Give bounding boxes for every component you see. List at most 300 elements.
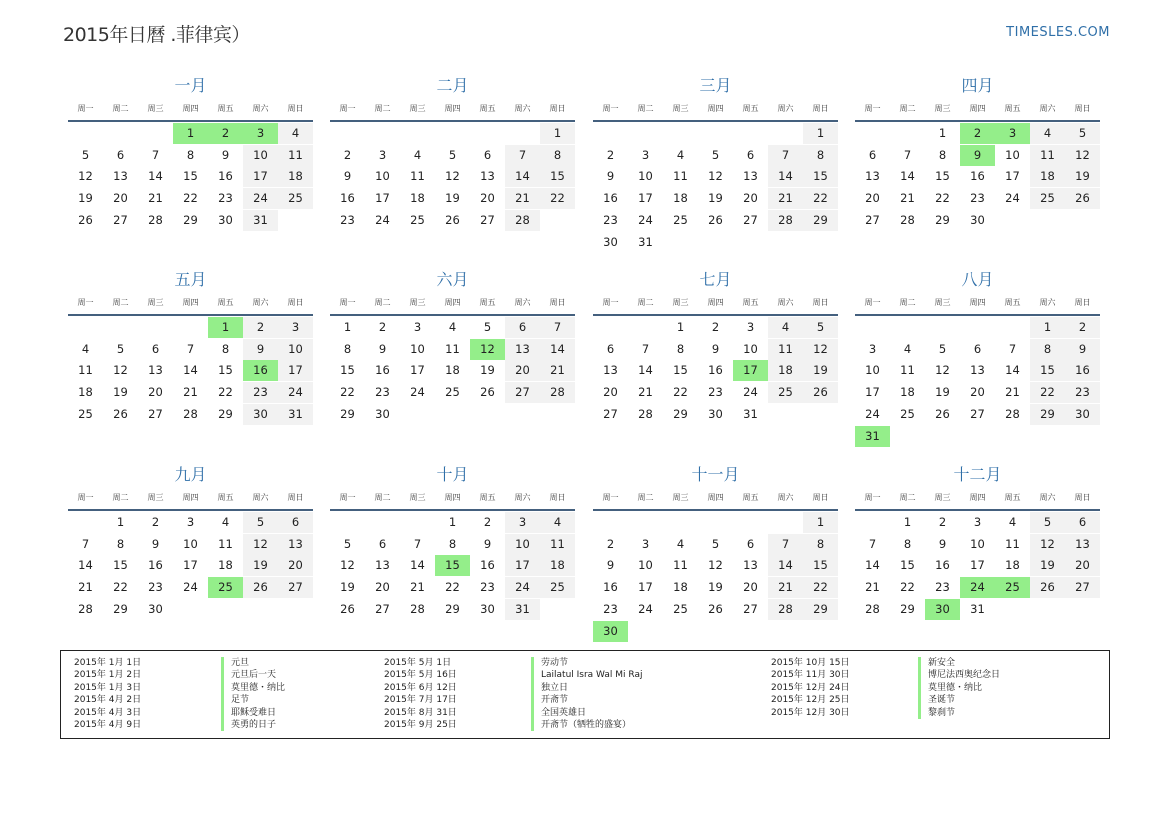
weekday-label: 周日 [812, 104, 829, 113]
weekend-day-cell: 1 [803, 512, 838, 533]
weekend-day-cell: 31 [505, 599, 540, 620]
day-cell: 18 [445, 363, 460, 378]
day-grid [68, 123, 313, 253]
holiday-day-cell: 25 [208, 577, 243, 598]
weekday-label: 周四 [182, 298, 199, 307]
weekday-label: 周日 [812, 493, 829, 502]
weekday-label: 周二 [637, 298, 654, 307]
day-cell: 25 [673, 212, 688, 227]
holiday-day-cell: 3 [995, 123, 1030, 144]
day-cell: 14 [865, 558, 880, 573]
day-cell: 4 [221, 515, 230, 529]
day-grid [330, 512, 575, 642]
day-cell: 3 [746, 320, 755, 334]
holiday-row [371, 707, 671, 719]
weekend-day-cell: 5 [243, 512, 278, 533]
weekday-label: 周日 [812, 298, 829, 307]
holiday-date: 2015年 5月 16日 [384, 670, 457, 681]
weekday-label: 周三 [672, 493, 689, 502]
day-cell: 11 [673, 558, 688, 573]
day-cell: 18 [900, 385, 915, 400]
holiday-day-cell: 2 [960, 123, 995, 144]
day-cell: 28 [900, 212, 915, 227]
day-cell: 17 [410, 363, 425, 378]
holiday-name: 英勇的日子 [221, 719, 276, 731]
weekday-label: 周六 [514, 298, 531, 307]
weekend-day-cell: 13 [505, 339, 540, 360]
day-cell: 28 [78, 601, 93, 616]
weekday-header [593, 488, 838, 511]
day-cell: 27 [970, 406, 985, 421]
day-cell: 16 [603, 191, 618, 206]
day-cell: 11 [218, 536, 233, 551]
holiday-date: 2015年 7月 17日 [384, 695, 457, 706]
weekend-day-cell: 28 [768, 210, 803, 231]
day-cell: 19 [78, 191, 93, 206]
day-cell: 2 [938, 515, 947, 529]
day-grid [330, 317, 575, 447]
day-cell: 29 [183, 212, 198, 227]
day-cell: 17 [865, 385, 880, 400]
day-cell: 27 [865, 212, 880, 227]
weekday-label: 周一 [77, 104, 94, 113]
day-cell: 10 [638, 558, 653, 573]
day-cell: 13 [480, 169, 495, 184]
day-cell: 13 [603, 363, 618, 378]
day-cell: 17 [970, 558, 985, 573]
month-name: 十月 [436, 465, 469, 484]
day-cell: 2 [606, 536, 615, 551]
weekend-day-cell: 1 [1030, 317, 1065, 338]
weekend-day-cell: 24 [278, 382, 313, 403]
weekend-day-cell: 19 [803, 360, 838, 381]
day-cell: 4 [448, 320, 457, 334]
holiday-name: 圣诞节 [918, 694, 955, 706]
day-cell: 26 [935, 406, 950, 421]
day-cell: 21 [1005, 385, 1020, 400]
day-cell: 24 [743, 385, 758, 400]
day-cell: 17 [375, 191, 390, 206]
day-cell: 14 [148, 169, 163, 184]
weekend-day-cell: 12 [1065, 145, 1100, 166]
holiday-name: 全国英雄日 [531, 707, 586, 719]
day-cell: 19 [708, 191, 723, 206]
weekday-label: 周一 [339, 104, 356, 113]
weekend-day-cell: 10 [505, 534, 540, 555]
weekend-day-cell: 4 [768, 317, 803, 338]
day-cell: 22 [113, 580, 128, 595]
day-cell: 22 [935, 191, 950, 206]
weekday-header [68, 488, 313, 511]
holiday-name: 劳动节 [531, 657, 568, 669]
weekend-day-cell: 28 [768, 599, 803, 620]
holiday-name: 莫里德・纳比 [221, 682, 285, 694]
day-cell: 30 [480, 601, 495, 616]
weekday-label: 周四 [707, 298, 724, 307]
month-block [330, 74, 575, 253]
holiday-name: 足节 [221, 694, 249, 706]
day-cell: 20 [113, 191, 128, 206]
weekend-day-cell: 29 [803, 210, 838, 231]
weekday-label: 周日 [287, 493, 304, 502]
weekday-label: 周日 [287, 298, 304, 307]
day-cell: 13 [865, 169, 880, 184]
day-cell: 22 [183, 191, 198, 206]
weekday-label: 周五 [742, 493, 759, 502]
weekday-label: 周日 [287, 104, 304, 113]
weekend-day-cell: 7 [768, 145, 803, 166]
holiday-date: 2015年 1月 1日 [74, 658, 142, 668]
weekend-day-cell: 22 [540, 188, 575, 209]
weekday-label: 周三 [147, 298, 164, 307]
weekend-day-cell: 8 [803, 534, 838, 555]
month-name: 九月 [174, 465, 207, 484]
weekday-label: 周一 [77, 298, 94, 307]
day-cell: 18 [78, 385, 93, 400]
day-cell: 16 [708, 363, 723, 378]
weekend-day-cell: 2 [1065, 317, 1100, 338]
day-cell: 11 [445, 341, 460, 356]
day-grid [68, 317, 313, 447]
day-cell: 2 [151, 515, 160, 529]
day-cell: 15 [113, 558, 128, 573]
weekend-day-cell: 14 [540, 339, 575, 360]
day-cell: 1 [676, 320, 685, 334]
weekend-day-cell: 12 [803, 339, 838, 360]
weekday-label: 周六 [252, 104, 269, 113]
day-cell: 20 [375, 580, 390, 595]
weekday-label: 周五 [479, 298, 496, 307]
day-cell: 4 [1008, 515, 1017, 529]
day-cell: 4 [903, 341, 912, 356]
holiday-day-cell: 1 [173, 123, 208, 144]
day-cell: 18 [1005, 558, 1020, 573]
day-cell: 8 [448, 536, 457, 551]
weekday-label: 周六 [252, 493, 269, 502]
weekend-day-cell: 5 [1030, 512, 1065, 533]
weekend-day-cell: 18 [1030, 166, 1065, 187]
weekend-day-cell: 12 [243, 534, 278, 555]
day-cell: 23 [708, 385, 723, 400]
day-cell: 29 [900, 601, 915, 616]
day-cell: 4 [413, 147, 422, 162]
holiday-date: 2015年 12月 25日 [771, 695, 850, 706]
day-cell: 14 [1005, 363, 1020, 378]
holiday-name: 独立日 [531, 682, 568, 694]
holiday-date: 2015年 8月 31日 [384, 707, 457, 718]
holiday-day-cell: 25 [995, 577, 1030, 598]
weekend-day-cell: 20 [278, 555, 313, 576]
day-grid [855, 512, 1100, 642]
day-cell: 9 [606, 169, 615, 184]
weekday-label: 周二 [899, 493, 916, 502]
holiday-name: Lailatul Isra Wal Mi Raj [531, 669, 642, 681]
holiday-row [371, 669, 671, 681]
day-cell: 14 [900, 169, 915, 184]
weekday-label: 周五 [217, 104, 234, 113]
day-cell: 23 [148, 580, 163, 595]
weekday-label: 周六 [777, 298, 794, 307]
day-cell: 2 [343, 147, 352, 162]
month-name: 二月 [436, 76, 469, 95]
day-cell: 21 [900, 191, 915, 206]
holiday-column [371, 657, 671, 731]
weekday-label: 周二 [112, 493, 129, 502]
day-cell: 6 [116, 147, 125, 162]
holiday-name: 新安全 [918, 657, 955, 669]
day-cell: 7 [903, 147, 912, 162]
weekend-day-cell: 9 [243, 339, 278, 360]
weekend-day-cell: 11 [540, 534, 575, 555]
day-cell: 18 [410, 191, 425, 206]
holiday-day-cell: 16 [243, 360, 278, 381]
day-cell: 17 [1005, 169, 1020, 184]
day-cell: 20 [970, 385, 985, 400]
day-grid [855, 123, 1100, 253]
day-cell: 24 [1005, 191, 1020, 206]
day-cell: 28 [410, 601, 425, 616]
day-cell: 29 [445, 601, 460, 616]
day-cell: 19 [480, 363, 495, 378]
month-block [330, 463, 575, 642]
day-cell: 5 [116, 341, 125, 356]
holiday-row [61, 707, 361, 719]
day-cell: 26 [113, 406, 128, 421]
day-cell: 9 [221, 147, 230, 162]
weekday-label: 周四 [182, 104, 199, 113]
weekend-day-cell: 8 [1030, 339, 1065, 360]
day-cell: 24 [410, 385, 425, 400]
day-cell: 3 [868, 341, 877, 356]
day-cell: 6 [151, 341, 160, 356]
holiday-date: 2015年 12月 24日 [771, 682, 850, 693]
weekend-day-cell: 25 [540, 577, 575, 598]
day-cell: 19 [708, 580, 723, 595]
day-cell: 20 [743, 191, 758, 206]
holiday-day-cell: 12 [470, 339, 505, 360]
day-grid [593, 317, 838, 447]
day-cell: 12 [113, 363, 128, 378]
weekend-day-cell: 26 [803, 382, 838, 403]
weekday-label: 周日 [549, 298, 566, 307]
weekday-label: 周六 [514, 493, 531, 502]
weekday-label: 周二 [112, 298, 129, 307]
holiday-date: 2015年 9月 25日 [384, 719, 457, 730]
day-cell: 9 [938, 536, 947, 551]
weekday-header [330, 488, 575, 511]
month-block [68, 74, 313, 253]
day-cell: 25 [78, 406, 93, 421]
weekday-label: 周五 [742, 298, 759, 307]
holiday-row [371, 694, 671, 706]
weekday-label: 周六 [252, 298, 269, 307]
weekend-day-cell: 6 [1065, 512, 1100, 533]
day-cell: 6 [868, 147, 877, 162]
day-cell: 24 [183, 580, 198, 595]
month-name: 十二月 [953, 465, 1002, 484]
day-cell: 29 [340, 406, 355, 421]
day-cell: 23 [340, 212, 355, 227]
day-cell: 29 [218, 406, 233, 421]
holiday-column [758, 657, 1058, 719]
day-cell: 17 [183, 558, 198, 573]
day-cell: 8 [186, 147, 195, 162]
day-cell: 10 [1005, 147, 1020, 162]
day-cell: 27 [603, 406, 618, 421]
day-cell: 4 [81, 341, 90, 356]
holiday-day-cell: 24 [960, 577, 995, 598]
day-cell: 10 [638, 169, 653, 184]
day-cell: 14 [78, 558, 93, 573]
holiday-date: 2015年 4月 3日 [74, 707, 142, 718]
day-cell: 15 [183, 169, 198, 184]
weekend-day-cell: 18 [768, 360, 803, 381]
holiday-day-cell: 17 [733, 360, 768, 381]
holiday-day-cell: 31 [855, 426, 890, 447]
holiday-day-cell: 2 [208, 123, 243, 144]
day-cell: 10 [743, 341, 758, 356]
holiday-row [758, 682, 1058, 694]
day-cell: 26 [445, 212, 460, 227]
weekend-day-cell: 4 [540, 512, 575, 533]
site-brand[interactable]: TIMESLES.COM [1006, 25, 1110, 40]
month-name: 七月 [699, 270, 732, 289]
holiday-date: 2015年 12月 30日 [771, 707, 850, 718]
day-cell: 9 [343, 169, 352, 184]
day-cell: 23 [935, 580, 950, 595]
weekday-label: 周二 [899, 298, 916, 307]
day-cell: 12 [78, 169, 93, 184]
weekend-day-cell: 22 [803, 188, 838, 209]
day-cell: 30 [708, 406, 723, 421]
weekend-day-cell: 7 [505, 145, 540, 166]
month-block [855, 74, 1100, 253]
day-cell: 12 [340, 558, 355, 573]
day-grid [855, 317, 1100, 447]
holiday-row [61, 657, 361, 669]
day-cell: 30 [218, 212, 233, 227]
month-name: 三月 [699, 76, 732, 95]
day-cell: 5 [448, 147, 457, 162]
weekend-day-cell: 21 [505, 188, 540, 209]
weekend-day-cell: 27 [278, 577, 313, 598]
day-cell: 16 [480, 558, 495, 573]
holiday-row [61, 694, 361, 706]
weekend-day-cell: 3 [505, 512, 540, 533]
day-cell: 9 [606, 558, 615, 573]
day-cell: 24 [638, 212, 653, 227]
day-cell: 24 [638, 601, 653, 616]
day-cell: 25 [900, 406, 915, 421]
day-cell: 13 [743, 558, 758, 573]
weekday-label: 周日 [1074, 298, 1091, 307]
day-cell: 8 [116, 536, 125, 551]
day-cell: 11 [78, 363, 93, 378]
weekday-label: 周一 [602, 104, 619, 113]
weekend-day-cell: 28 [505, 210, 540, 231]
day-cell: 29 [935, 212, 950, 227]
weekend-day-cell: 7 [540, 317, 575, 338]
day-cell: 25 [445, 385, 460, 400]
day-cell: 2 [711, 320, 720, 334]
day-cell: 21 [638, 385, 653, 400]
weekday-label: 周三 [147, 104, 164, 113]
day-cell: 18 [218, 558, 233, 573]
weekend-day-cell: 20 [1065, 555, 1100, 576]
day-cell: 16 [970, 169, 985, 184]
weekend-day-cell: 11 [278, 145, 313, 166]
day-cell: 27 [480, 212, 495, 227]
day-grid [593, 123, 838, 253]
weekend-day-cell: 25 [278, 188, 313, 209]
weekend-day-cell: 1 [540, 123, 575, 144]
day-cell: 3 [186, 515, 195, 529]
day-cell: 21 [865, 580, 880, 595]
day-cell: 10 [410, 341, 425, 356]
day-cell: 14 [638, 363, 653, 378]
weekday-label: 周三 [934, 493, 951, 502]
weekday-label: 周三 [934, 104, 951, 113]
holiday-row [371, 682, 671, 694]
holiday-row [371, 657, 671, 669]
weekend-day-cell: 8 [803, 145, 838, 166]
day-cell: 5 [711, 147, 720, 162]
holiday-name: 博尼法西奥纪念日 [918, 669, 1000, 681]
weekday-label: 周一 [864, 298, 881, 307]
weekend-day-cell: 17 [505, 555, 540, 576]
weekend-day-cell: 26 [1030, 577, 1065, 598]
holiday-day-cell: 9 [960, 145, 995, 166]
day-cell: 19 [340, 580, 355, 595]
weekend-day-cell: 19 [1030, 555, 1065, 576]
day-cell: 22 [218, 385, 233, 400]
holiday-date: 2015年 11月 30日 [771, 670, 850, 681]
day-cell: 26 [708, 601, 723, 616]
weekday-label: 周一 [77, 493, 94, 502]
day-cell: 9 [711, 341, 720, 356]
holiday-row [61, 682, 361, 694]
weekend-day-cell: 24 [243, 188, 278, 209]
weekday-label: 周六 [1039, 104, 1056, 113]
holiday-day-cell: 1 [208, 317, 243, 338]
weekday-header [330, 293, 575, 316]
weekend-day-cell: 6 [278, 512, 313, 533]
day-cell: 11 [673, 169, 688, 184]
weekday-label: 周二 [637, 493, 654, 502]
weekend-day-cell: 1 [803, 123, 838, 144]
weekday-header [593, 99, 838, 122]
day-cell: 13 [375, 558, 390, 573]
weekend-day-cell: 14 [768, 166, 803, 187]
day-cell: 28 [865, 601, 880, 616]
weekend-day-cell: 6 [505, 317, 540, 338]
weekday-label: 周四 [182, 493, 199, 502]
weekend-day-cell: 17 [243, 166, 278, 187]
weekend-day-cell: 5 [1065, 123, 1100, 144]
weekend-day-cell: 15 [803, 166, 838, 187]
day-cell: 5 [938, 341, 947, 356]
day-cell: 30 [970, 212, 985, 227]
weekend-day-cell: 10 [243, 145, 278, 166]
day-cell: 23 [480, 580, 495, 595]
day-cell: 21 [148, 191, 163, 206]
weekday-label: 周三 [672, 298, 689, 307]
weekend-day-cell: 11 [1030, 145, 1065, 166]
holiday-day-cell: 3 [243, 123, 278, 144]
day-cell: 8 [343, 341, 352, 356]
weekday-label: 周一 [864, 104, 881, 113]
holiday-row [61, 669, 361, 681]
